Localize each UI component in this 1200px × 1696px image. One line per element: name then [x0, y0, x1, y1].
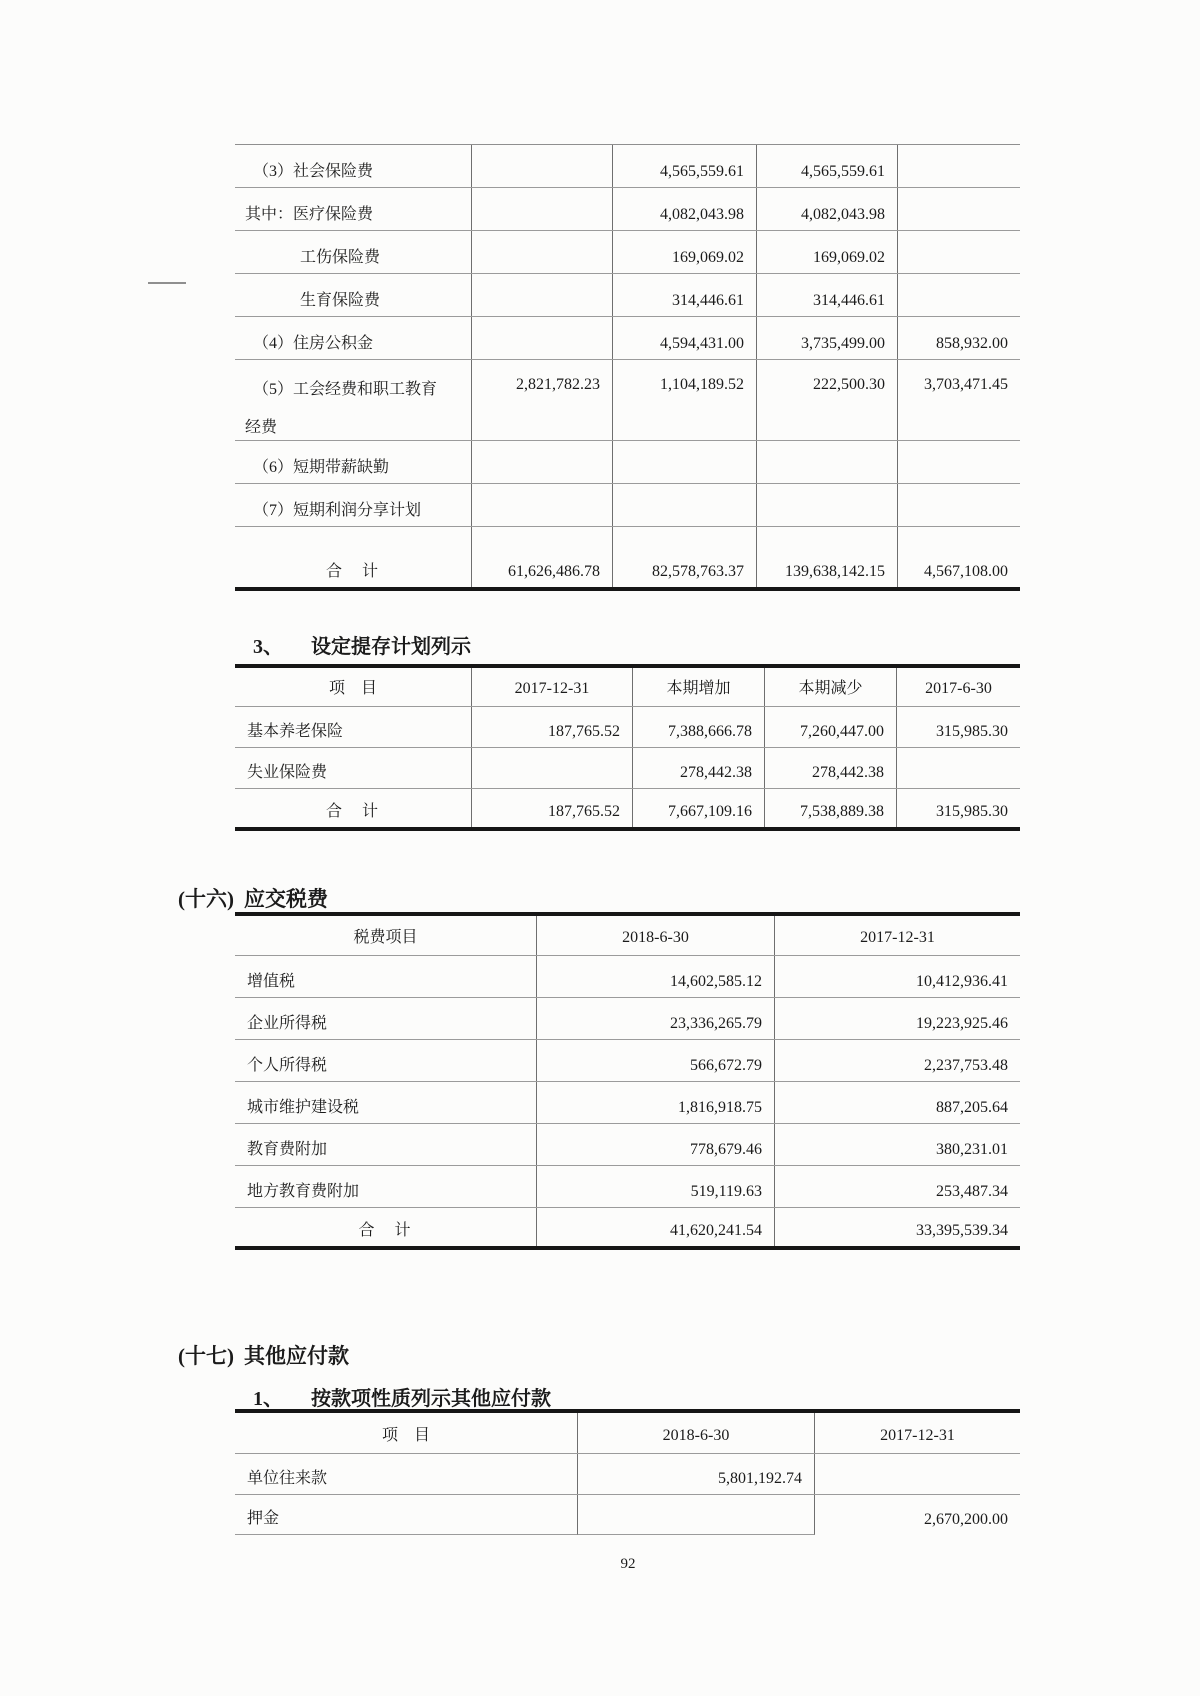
table-cell: 61,626,486.78 — [472, 527, 613, 587]
table-cell: 1,104,189.52 — [613, 360, 757, 440]
other-payables-table — [235, 1409, 1020, 1535]
table-cell — [613, 484, 757, 526]
table-cell: 项 目 — [235, 668, 472, 706]
table-cell: 7,667,109.16 — [633, 789, 765, 827]
table-row — [235, 274, 1020, 317]
table-row — [235, 188, 1020, 231]
table-cell: 222,500.30 — [757, 360, 898, 440]
table-row — [235, 145, 1020, 188]
table-cell — [815, 1454, 1020, 1494]
section-title: 应交税费 — [244, 887, 328, 911]
table-cell: 3,735,499.00 — [757, 317, 898, 359]
table-cell — [472, 748, 633, 788]
table-cell: 858,932.00 — [936, 335, 1008, 352]
table-cell — [472, 145, 613, 187]
section-heading-defined-contribution — [253, 630, 471, 659]
table-cell — [472, 274, 613, 316]
table-cell: 2,670,200.00 — [924, 1511, 1008, 1528]
table-cell: 278,442.38 — [765, 748, 897, 788]
table-row — [235, 1124, 1020, 1166]
table-total-row — [235, 1208, 1020, 1246]
table-cell: 5,801,192.74 — [578, 1454, 815, 1494]
table-cell: 2,821,782.23 — [472, 360, 613, 440]
table-cell: 519,119.63 — [537, 1166, 775, 1207]
table-cell: 278,442.38 — [633, 748, 765, 788]
row-label: 企业所得税 — [235, 998, 537, 1039]
table-cell — [472, 188, 613, 230]
table-cell: 314,446.61 — [757, 274, 898, 316]
table-cell: 本期减少 — [765, 668, 897, 706]
section-heading-other-payables — [178, 1340, 349, 1370]
table-cell: 315,985.30 — [936, 723, 1008, 740]
margin-mark — [148, 282, 186, 284]
section-number: 3、 — [253, 636, 283, 658]
table-cell — [898, 274, 1020, 316]
table-cell: 4,567,108.00 — [924, 563, 1008, 580]
table-row — [235, 484, 1020, 527]
row-label: 合 计 — [235, 1208, 537, 1246]
table-cell: 82,578,763.37 — [613, 527, 757, 587]
table-cell: 项 目 — [235, 1413, 578, 1453]
row-label-line: 经费 — [245, 419, 278, 436]
row-label: 增值税 — [235, 956, 537, 997]
defined-contribution-plan-table — [235, 664, 1020, 831]
table-cell: 380,231.01 — [936, 1141, 1008, 1158]
table-row — [235, 748, 1020, 789]
table-header-row — [235, 1413, 1020, 1454]
row-label: 合 计 — [235, 527, 472, 587]
row-label: 基本养老保险 — [235, 707, 472, 747]
table-cell — [898, 145, 1020, 187]
table-cell: 2018-6-30 — [537, 916, 775, 955]
table-cell: 2017-12-31 — [880, 1427, 955, 1444]
row-label: 工伤保险费 — [235, 231, 472, 273]
section-number: (十七) — [178, 1344, 234, 1368]
table-cell: 315,985.30 — [936, 803, 1008, 820]
table-row — [235, 1166, 1020, 1208]
table-cell: 778,679.46 — [537, 1124, 775, 1165]
table-header-row — [235, 668, 1020, 707]
section-title: 其他应付款 — [244, 1344, 349, 1368]
row-label: （6）短期带薪缺勤 — [235, 441, 472, 483]
table-cell: 7,260,447.00 — [765, 707, 897, 747]
taxes-payable-table — [235, 912, 1020, 1250]
table-cell: 2017-6-30 — [925, 680, 992, 697]
row-label: 地方教育费附加 — [235, 1166, 537, 1207]
table-cell: 187,765.52 — [472, 789, 633, 827]
section-title: 按款项性质列示其他应付款 — [311, 1388, 551, 1410]
table-cell: 4,082,043.98 — [757, 188, 898, 230]
table-cell: 7,388,666.78 — [633, 707, 765, 747]
table-cell — [898, 484, 1020, 526]
row-label: 其中：医疗保险费 — [235, 188, 472, 230]
table-cell — [472, 484, 613, 526]
table-cell: 7,538,889.38 — [765, 789, 897, 827]
row-label: （3）社会保险费 — [235, 145, 472, 187]
table-row — [235, 1040, 1020, 1082]
table-cell — [472, 231, 613, 273]
table-cell: 33,395,539.34 — [916, 1222, 1008, 1239]
page-number: 92 — [620, 1556, 636, 1572]
table-cell: 税费项目 — [235, 916, 537, 955]
table-cell: 14,602,585.12 — [537, 956, 775, 997]
row-label: （4）住房公积金 — [235, 317, 472, 359]
table-cell — [472, 441, 613, 483]
row-label: （7）短期利润分享计划 — [235, 484, 472, 526]
table-cell: 139,638,142.15 — [757, 527, 898, 587]
table-cell — [757, 441, 898, 483]
table-cell: 2018-6-30 — [578, 1413, 815, 1453]
table-row — [235, 360, 1020, 441]
table-row — [235, 998, 1020, 1040]
row-label: 个人所得税 — [235, 1040, 537, 1081]
row-label: 押金 — [235, 1495, 578, 1535]
table-cell: 4,594,431.00 — [613, 317, 757, 359]
table-cell: 887,205.64 — [936, 1099, 1008, 1116]
staff-costs-detail-table — [235, 144, 1020, 591]
table-cell: 本期增加 — [633, 668, 765, 706]
section-heading-taxes-payable — [178, 883, 328, 913]
row-label: 单位往来款 — [235, 1454, 578, 1494]
table-total-row — [235, 527, 1020, 587]
table-cell — [757, 484, 898, 526]
table-cell — [578, 1495, 815, 1535]
row-label-line: （5）工会经费和职工教育 — [253, 381, 438, 398]
table-cell: 566,672.79 — [537, 1040, 775, 1081]
table-row — [235, 1454, 1020, 1495]
table-total-row — [235, 789, 1020, 827]
table-cell: 2,237,753.48 — [924, 1057, 1008, 1074]
row-label: 教育费附加 — [235, 1124, 537, 1165]
row-label: 生育保险费 — [235, 274, 472, 316]
table-row — [235, 1495, 1020, 1535]
table-cell: 187,765.52 — [472, 707, 633, 747]
table-row — [235, 1082, 1020, 1124]
table-cell: 1,816,918.75 — [537, 1082, 775, 1123]
table-row — [235, 956, 1020, 998]
row-label: 城市维护建设税 — [235, 1082, 537, 1123]
table-header-row — [235, 916, 1020, 956]
table-cell: 4,565,559.61 — [757, 145, 898, 187]
table-cell: 169,069.02 — [757, 231, 898, 273]
table-cell: 253,487.34 — [936, 1183, 1008, 1200]
row-label: 合 计 — [235, 789, 472, 827]
table-cell: 314,446.61 — [613, 274, 757, 316]
table-cell: 4,082,043.98 — [613, 188, 757, 230]
table-row — [235, 317, 1020, 360]
table-cell — [898, 441, 1020, 483]
section-number: (十六) — [178, 887, 234, 911]
table-cell — [897, 748, 1020, 788]
table-cell — [898, 231, 1020, 273]
table-cell: 41,620,241.54 — [537, 1208, 775, 1246]
table-cell: 19,223,925.46 — [916, 1015, 1008, 1032]
table-row — [235, 231, 1020, 274]
table-cell: 3,703,471.45 — [924, 376, 1008, 393]
row-label — [235, 360, 472, 440]
table-cell — [472, 317, 613, 359]
table-row — [235, 707, 1020, 748]
section-number: 1、 — [253, 1388, 283, 1410]
table-row — [235, 441, 1020, 484]
section-title: 设定提存计划列示 — [311, 636, 471, 658]
table-cell: 169,069.02 — [613, 231, 757, 273]
table-cell: 23,336,265.79 — [537, 998, 775, 1039]
table-cell: 4,565,559.61 — [613, 145, 757, 187]
table-cell: 10,412,936.41 — [916, 973, 1008, 990]
row-label: 失业保险费 — [235, 748, 472, 788]
table-cell: 2017-12-31 — [472, 668, 633, 706]
table-cell: 2017-12-31 — [860, 929, 935, 946]
table-cell — [898, 188, 1020, 230]
table-cell — [613, 441, 757, 483]
subsection-heading-other-payables-by-nature — [253, 1382, 551, 1411]
